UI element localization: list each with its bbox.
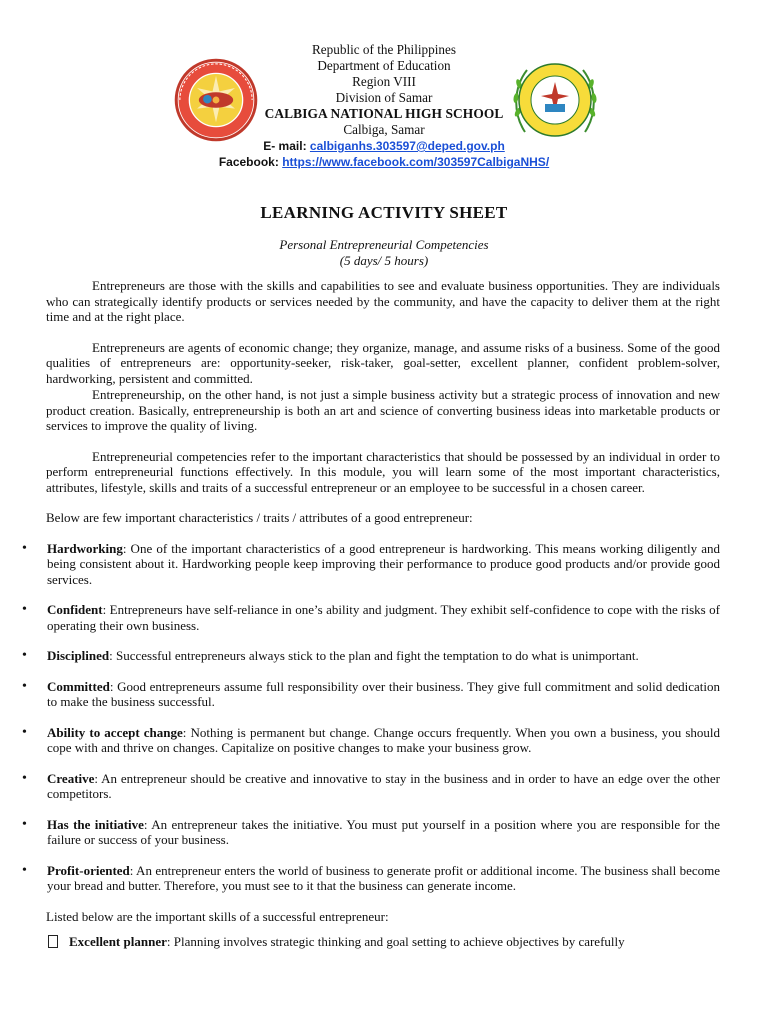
list-item xyxy=(22,648,720,664)
email-line xyxy=(0,138,768,154)
list-intro: Below are few important characteristics / traits / attributes of a good entrepreneur: xyxy=(46,510,473,525)
bullet-icon: • xyxy=(22,540,27,556)
trait-text: : An entrepreneur takes the initiative. You must put yourself in a position where you are responsible for the failure or success of your business. xyxy=(47,816,720,847)
paragraph-2: Entrepreneurs are agents of economic change; they organize, manage, and assume risks of a business. Some of the good qualities of entrepreneurs are: opportunity-seeker, risk-taker, goal-setter, excellent planner, confident problem-solver, hardworking, persistent and committed. xyxy=(46,339,720,386)
subtitle-duration: (5 days/ 5 hours) xyxy=(339,252,429,268)
trait-term: Profit-oriented xyxy=(47,862,130,878)
paragraph-3: Entrepreneurship, on the other hand, is not just a simple business activity but a strategic process of innovation and new product creation. Basically, entrepreneurship is both an art and science of converting business ideas into marketable products or services to improve the quality of living. xyxy=(46,387,720,433)
header-line-division: Division of Samar xyxy=(335,90,433,105)
header-line-region: Region VIII xyxy=(352,74,416,89)
list-item xyxy=(22,540,720,588)
subtitle xyxy=(0,237,768,268)
trait-text: : One of the important characteristics of a good entrepreneur is hardworking. This means working diligently and being consistent about it. Hardworking people keep improving their performance to produce good products and/or provide good services. xyxy=(47,540,720,587)
trait-text: : Good entrepreneurs assume full responsibility over their business. They give full commitment and solid dedication to make the business successful. xyxy=(47,678,720,709)
trait-term: Has the initiative xyxy=(47,816,144,832)
document-header xyxy=(0,42,768,170)
paragraph-1: Entrepreneurs are those with the skills and capabilities to see and evaluate business opportunities. They are individuals who can strategically identify products or services needed by the community, and have the capacity to deliver them at the right time and at the right place. xyxy=(46,278,720,324)
traits-list xyxy=(22,540,720,894)
list-item xyxy=(22,678,720,710)
trait-text: : Nothing is permanent but change. Change occurs frequently. When you own a business, you should cope with and thrive on changes. Capitalize on positive changes to make your business grow. xyxy=(47,724,720,755)
facebook-line xyxy=(0,154,768,170)
paragraph-4: Entrepreneurial competencies refer to the important characteristics that should be possessed by an individual in order to perform entrepreneurial functions effectively. In this module, you will learn some of the most important characteristics, attributes, lifestyle, skills and traits of a successful entrepreneur or an employee to be successful in a chosen career. xyxy=(46,448,720,495)
bullet-icon: • xyxy=(22,816,27,832)
bullet-icon: • xyxy=(22,602,27,617)
trait-text: : An entrepreneur enters the world of business to generate profit or additional income. The business shall become your bread and butter. Therefore, you must see to it that the business can generate income. xyxy=(47,862,720,893)
subtitle-topic: Personal Entrepreneurial Competencies xyxy=(279,237,489,252)
trait-term: Hardworking xyxy=(47,540,123,556)
trait-term: Creative xyxy=(47,770,95,786)
skill-item xyxy=(46,934,720,950)
list-item xyxy=(22,770,720,802)
document-body xyxy=(22,278,720,950)
school-name: CALBIGA NATIONAL HIGH SCHOOL xyxy=(264,106,504,121)
trait-text: : An entrepreneur should be creative and innovative to stay in the business and in order to have an edge over the other competitors. xyxy=(47,770,720,801)
school-town: Calbiga, Samar xyxy=(343,122,425,137)
page-title: LEARNING ACTIVITY SHEET xyxy=(260,203,508,222)
list-item xyxy=(22,602,720,633)
checkbox-glyph-icon xyxy=(48,935,58,948)
bullet-icon: • xyxy=(22,648,27,663)
header-line-department: Department of Education xyxy=(317,58,451,73)
facebook-label: Facebook: xyxy=(218,155,283,169)
list-item xyxy=(22,816,720,848)
trait-text: : Successful entrepreneurs always stick to the plan and fight the temptation to do what is unimportant. xyxy=(109,648,639,663)
bullet-icon: • xyxy=(22,862,27,878)
skill-text: : Planning involves strategic thinking and goal setting to achieve objectives by carefully xyxy=(166,934,625,949)
list-item xyxy=(22,724,720,756)
trait-term: Ability to accept change xyxy=(47,724,183,740)
trait-term: Confident xyxy=(47,602,103,617)
skills-intro: Listed below are the important skills of a successful entrepreneur: xyxy=(46,908,389,924)
header-line-republic: Republic of the Philippines xyxy=(312,42,456,57)
email-link[interactable]: calbiganhs.303597@deped.gov.ph xyxy=(309,139,505,153)
trait-term: Committed xyxy=(47,678,110,694)
trait-text: : Entrepreneurs have self-reliance in one’s ability and judgment. They exhibit self-confidence to cope with the risks of operating their own business. xyxy=(47,602,720,633)
email-label: E- mail: xyxy=(263,139,310,153)
trait-term: Disciplined xyxy=(47,648,110,663)
bullet-icon: • xyxy=(22,724,27,740)
list-item xyxy=(22,862,720,894)
skill-term: Excellent planner xyxy=(69,934,167,949)
facebook-link[interactable]: https://www.facebook.com/303597CalbigaNHS/ xyxy=(282,155,550,169)
bullet-icon: • xyxy=(22,770,27,786)
bullet-icon: • xyxy=(22,678,27,694)
